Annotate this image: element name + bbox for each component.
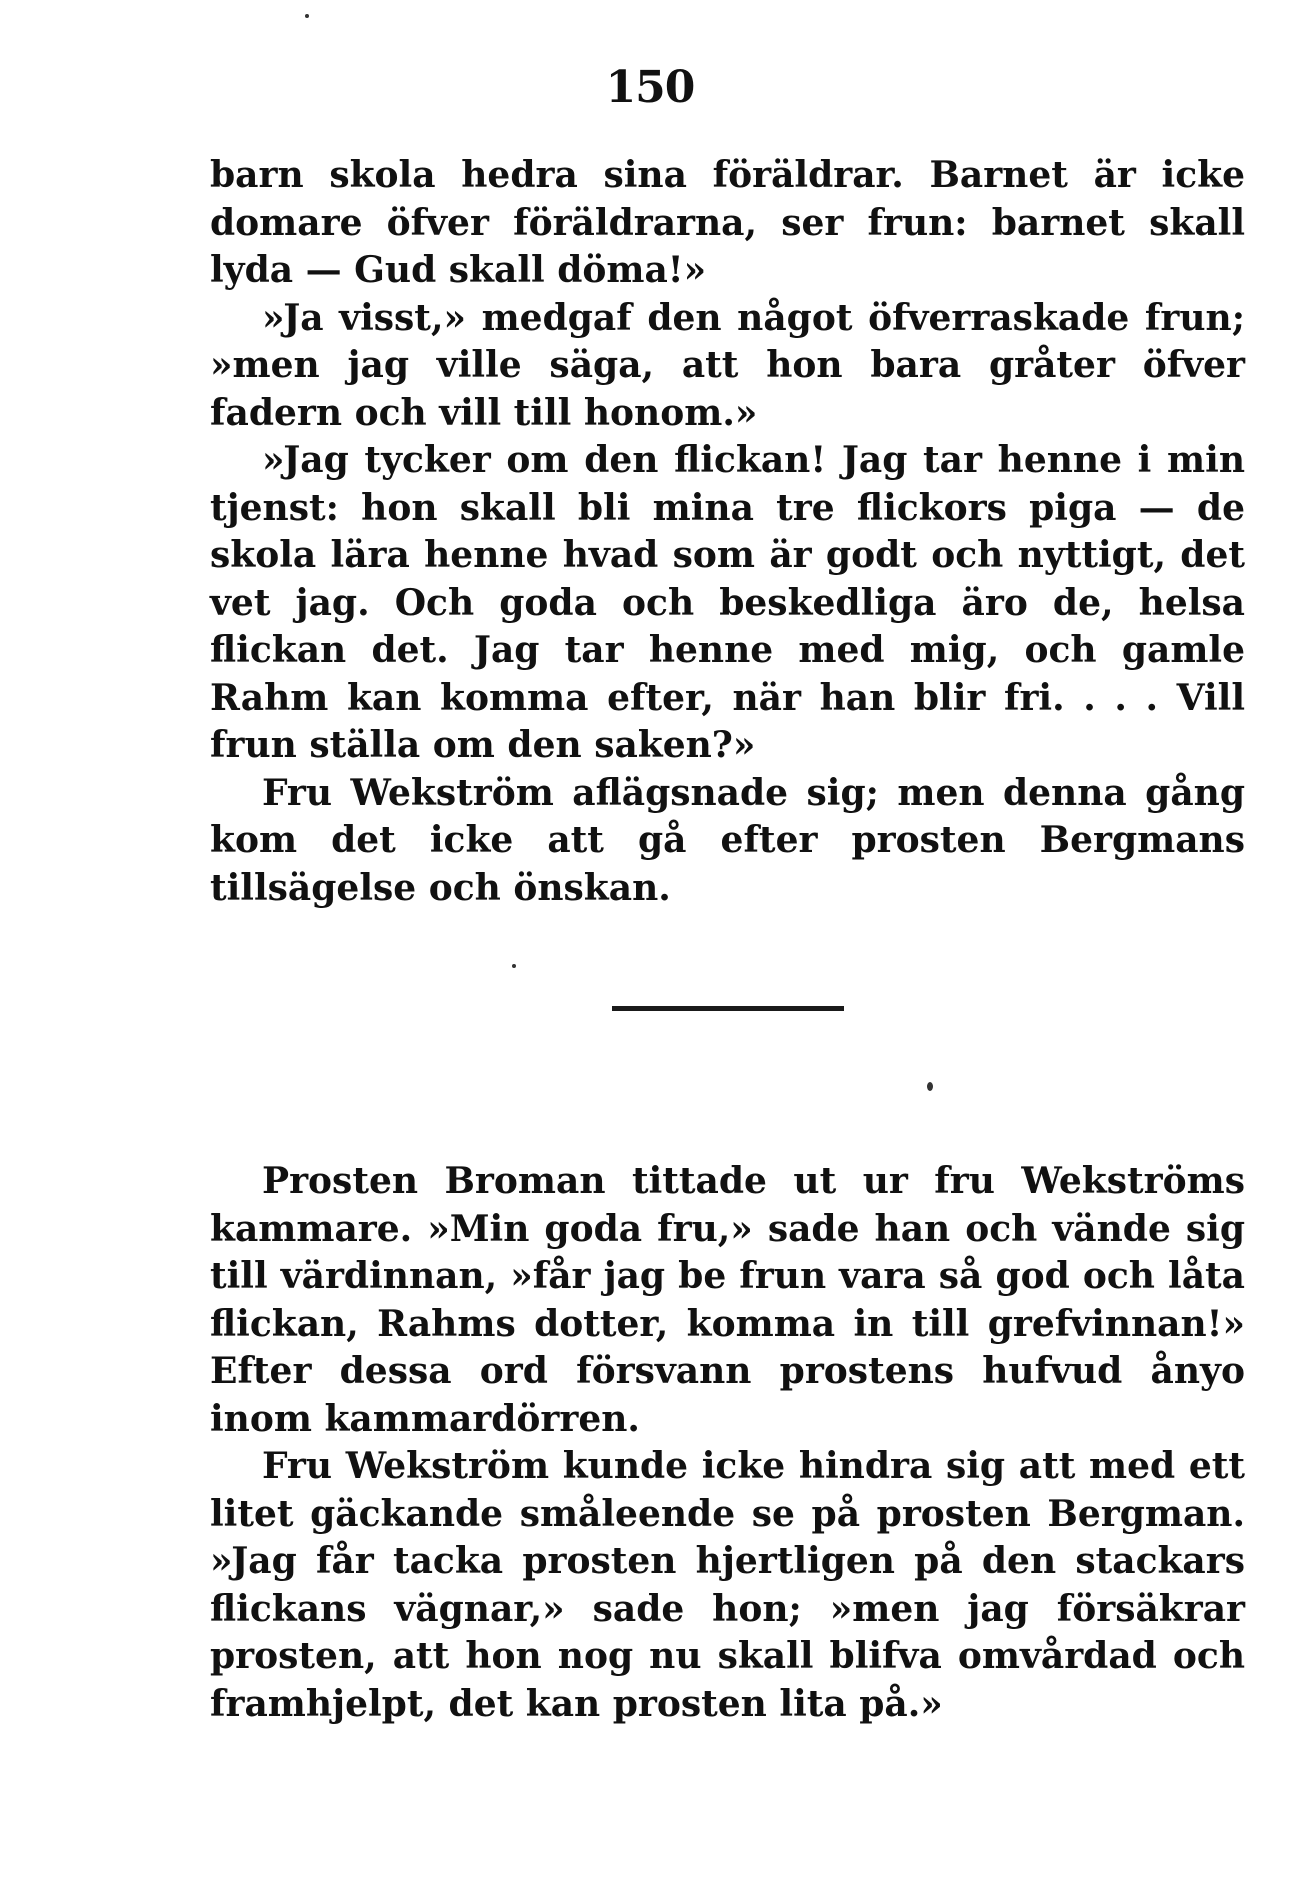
paragraph: »Ja visst,» medgaf den något öfverraskade frun; »men jag ville säga, att hon bara gråter öfver fadern och vill till honom.»: [210, 296, 1245, 434]
text-section-2: [210, 1158, 1245, 1728]
print-speck: [927, 1082, 933, 1091]
print-speck: [305, 14, 309, 18]
text-section-1: [210, 152, 1245, 912]
paragraph: barn skola hedra sina föräldrar. Barnet är icke domare öfver föräldrarna, ser frun: barnet skall lyda — Gud skall döma!»: [210, 154, 1245, 291]
paragraph: »Jag tycker om den flickan! Jag tar henne i min tjenst: hon skall bli mina tre flickors piga — de skola lära henne hvad som är godt och nyttigt, det vet jag. Och goda och beskedliga äro de, helsa flickan det. Jag tar henne med mig, och gamle Rahm kan komma efter, när han blir fri. . . . Vill frun ställa om den saken?»: [210, 439, 1245, 766]
paragraph: Fru Wekström aflägsnade sig; men denna gång kom det icke att gå efter prosten Bergmans tillsägelse och önskan.: [210, 771, 1245, 909]
paragraph: Fru Wekström kunde icke hindra sig att med ett litet gäckande småleende se på prosten Bergman. »Jag får tacka prosten hjertligen på den stackars flickans vägnar,» sade hon; »men jag försäkrar prosten, att hon nog nu skall blifva omvårdad och framhjelpt, det kan prosten lita på.»: [210, 1445, 1245, 1725]
page-number: 150: [605, 62, 695, 113]
section-separator-rule: [612, 1006, 844, 1011]
paragraph: Prosten Broman tittade ut ur fru Wekströms kammare. »Min goda fru,» sade han och vände sig till värdinnan, »får jag be frun vara så god och låta flickan, Rahms dotter, komma in till grefvinnan!» Efter dessa ord försvann prostens hufvud ånyo inom kammardörren.: [210, 1160, 1245, 1440]
print-speck: [512, 964, 516, 968]
